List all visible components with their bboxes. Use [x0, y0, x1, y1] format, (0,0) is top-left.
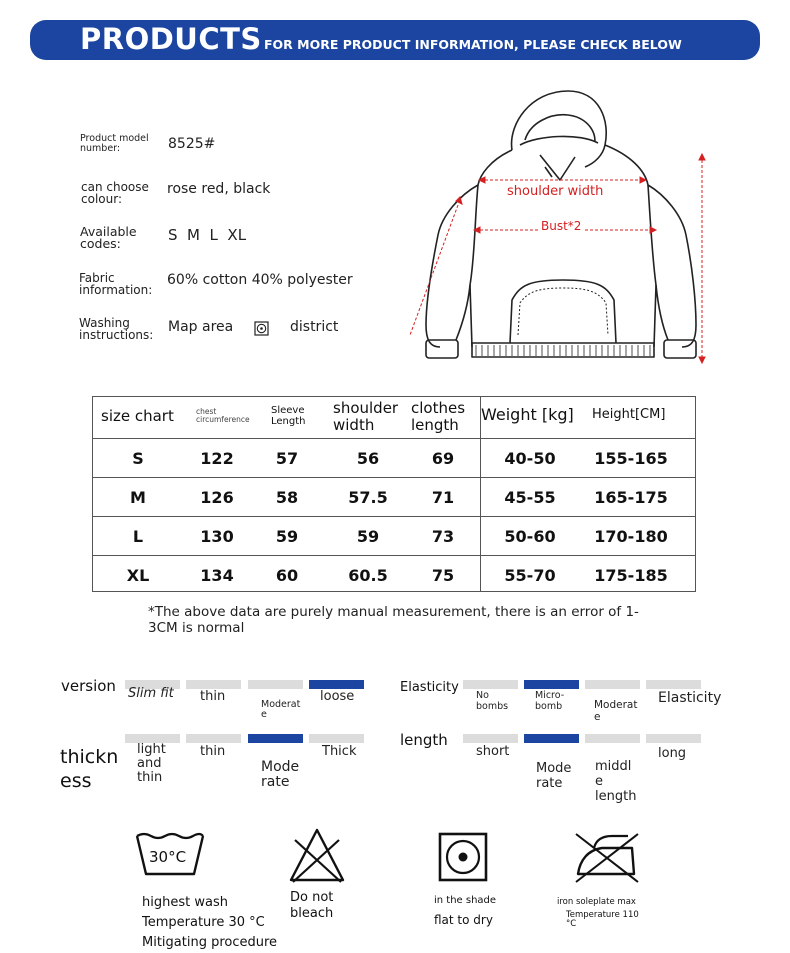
cell-height: 155-165 [594, 449, 668, 468]
model-value: 8525# [168, 136, 216, 152]
table-row [93, 477, 695, 517]
codes-value: S M L XL [168, 226, 247, 244]
tumble-dry-icon [438, 832, 488, 886]
cell-height: 165-175 [594, 488, 668, 507]
codes-label: Available codes: [80, 224, 137, 251]
measurement-note: *The above data are purely manual measurement, there is an error of 1-3CM is normal [148, 604, 639, 636]
thickness-option-0: light and thin [137, 742, 166, 785]
length-label: length [400, 731, 448, 749]
cell-weight: 50-60 [504, 527, 556, 546]
cell-length: 69 [431, 449, 455, 468]
cell-shoulder: 56 [356, 449, 380, 468]
table-row [93, 516, 695, 556]
cell-weight: 40-50 [504, 449, 556, 468]
length-bar-2 [585, 734, 640, 743]
cell-length: 73 [431, 527, 455, 546]
cell-sleeve: 58 [275, 488, 299, 507]
colour-value: rose red, black [167, 181, 271, 197]
header-weight: Weight [kg] [481, 405, 574, 424]
wash-30-icon [134, 830, 206, 882]
length-option-3: long [658, 746, 687, 761]
thickness-label: thickn ess [60, 746, 119, 792]
length-option-2: middl e length [595, 759, 637, 804]
elasticity-bar-0 [463, 680, 518, 689]
cell-size: L [132, 527, 144, 546]
version-option-1: thin [200, 689, 226, 704]
bust-label: Bust*2 [541, 219, 582, 233]
cell-sleeve: 57 [275, 449, 299, 468]
version-bar-2 [248, 680, 303, 689]
header-length: clothes length [411, 399, 466, 434]
cell-chest: 126 [200, 488, 234, 507]
header-shoulder: shoulder width [333, 399, 399, 434]
colour-label: can choose colour: [81, 180, 149, 206]
cell-weight: 55-70 [504, 566, 556, 585]
header-size: size chart [101, 407, 174, 425]
thickness-option-1: thin [200, 744, 226, 759]
thickness-option-2: Mode rate [261, 759, 300, 790]
header-chest: chest circumference [196, 407, 250, 424]
cell-size: M [130, 488, 146, 507]
cell-size: S [132, 449, 144, 468]
cell-shoulder: 59 [356, 527, 380, 546]
dryer-symbol-icon [254, 321, 269, 340]
cell-chest: 134 [200, 566, 234, 585]
cell-shoulder: 57.5 [348, 488, 388, 507]
thickness-option-3: Thick [322, 744, 357, 759]
version-bar-3-active [309, 680, 364, 689]
header-banner [30, 20, 760, 60]
cell-height: 175-185 [594, 566, 668, 585]
shoulder-width-label: shoulder width [507, 184, 604, 199]
hoodie-diagram [400, 85, 720, 375]
wash-text: highest wash Temperature 30 °C Mitigating procedure [142, 895, 278, 950]
thickness-bar-2-active [248, 734, 303, 743]
header-sleeve: Sleeve Length [271, 405, 306, 427]
elasticity-option-2: Moderat e [594, 699, 638, 723]
cell-shoulder: 60.5 [348, 566, 388, 585]
banner-subtitle: FOR MORE PRODUCT INFORMATION, PLEASE CHECK BELOW [264, 37, 682, 52]
version-label: version [61, 677, 116, 695]
version-option-3: loose [320, 689, 355, 704]
cell-sleeve: 60 [275, 566, 299, 585]
version-bar-1 [186, 680, 241, 689]
cell-length: 71 [431, 488, 455, 507]
thickness-bar-3 [309, 734, 364, 743]
length-bar-1-active [524, 734, 579, 743]
thickness-bar-1 [186, 734, 241, 743]
cell-length: 75 [431, 566, 455, 585]
cell-sleeve: 59 [275, 527, 299, 546]
washing-value-2: district [290, 319, 339, 335]
elasticity-bar-3 [646, 680, 701, 689]
iron-text-1: iron soleplate max [557, 897, 636, 907]
table-row [93, 555, 695, 595]
elasticity-bar-2 [585, 680, 640, 689]
dry-text-2: flat to dry [434, 913, 493, 927]
elasticity-label: Elasticity [400, 680, 459, 695]
iron-text-2: Temperature 110 °C [566, 910, 639, 929]
fabric-label: Fabric information: [79, 271, 153, 297]
table-row [93, 438, 695, 478]
banner-title: PRODUCTS [80, 22, 262, 56]
no-iron-icon [572, 830, 642, 888]
version-option-0: Slim fit [128, 686, 174, 701]
bleach-text: Do not bleach [290, 890, 334, 921]
washing-value-1: Map area [168, 319, 234, 335]
size-chart-table [92, 396, 696, 592]
header-height: Height[CM] [592, 407, 666, 422]
cell-weight: 45-55 [504, 488, 556, 507]
elasticity-bar-1-active [524, 680, 579, 689]
elasticity-option-1: Micro- bomb [535, 690, 565, 712]
cell-size: XL [126, 566, 150, 585]
model-label: Product model number: [80, 133, 149, 154]
wash-temp-label: 30°C [149, 848, 187, 866]
length-option-1: Mode rate [536, 761, 572, 791]
no-bleach-icon [287, 826, 347, 888]
elasticity-option-0: No bombs [476, 690, 509, 712]
elasticity-option-3: Elasticity [658, 690, 722, 706]
washing-label: Washing instructions: [79, 316, 154, 342]
cell-height: 170-180 [594, 527, 668, 546]
version-option-2: Moderat e [261, 699, 301, 720]
length-option-0: short [476, 744, 510, 759]
fabric-value: 60% cotton 40% polyester [167, 272, 353, 288]
length-bar-3 [646, 734, 701, 743]
cell-chest: 122 [200, 449, 234, 468]
cell-chest: 130 [200, 527, 234, 546]
length-bar-0 [463, 734, 518, 743]
dry-text-1: in the shade [434, 895, 497, 906]
